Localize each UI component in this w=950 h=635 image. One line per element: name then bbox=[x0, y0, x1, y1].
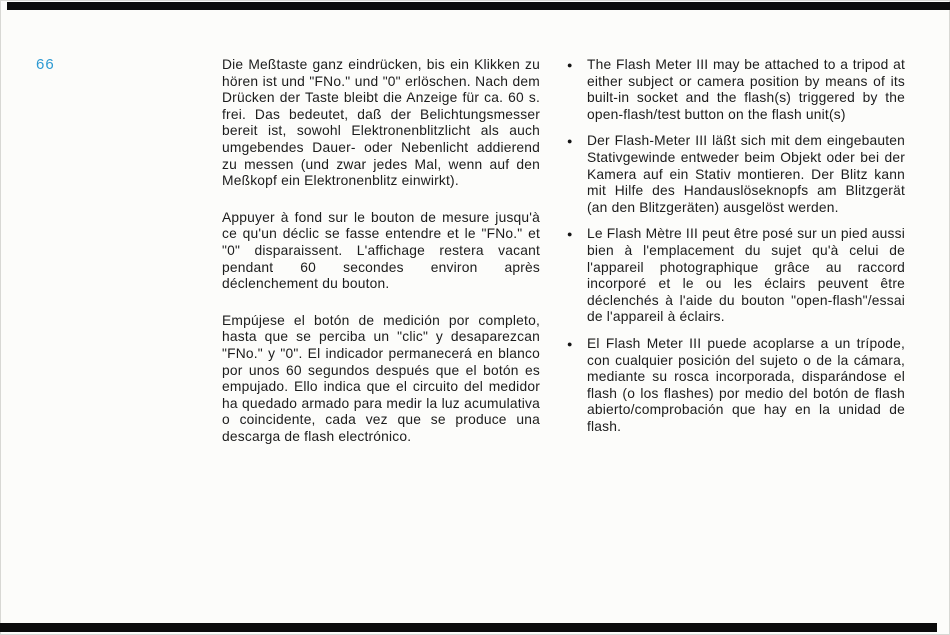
bullet-text-french: Le Flash Mètre III peut être posé sur un pied aussi bien à l'emplacement du sujet qu'à celui de l'appareil photographique grâce au raccord incorporé et le ou les éclairs peuvent être déclenchés à l'aide du bouton "open-flash"/essai de l'appareil à éclairs. bbox=[587, 226, 905, 325]
bullet-icon: ● bbox=[567, 60, 573, 70]
bullet-icon: ● bbox=[567, 136, 573, 147]
paragraph-german: Die Meßtaste ganz eindrücken, bis ein Klikken zu hören ist und "FNo." und "0" erlöschen. Nach dem Drücken der Taste bleibt die Anzeige für ca. 60 s. frei. Das bedeutet, daß der Belichtungsmesser bereit ist, sowohl Elektronenblitzlicht als auch umgebendes Dauer- oder Nebenlicht addierend zu messen (und zwar jedes Mal, wenn auf den Meßkopf ein Elektronenblitz einwirkt). bbox=[222, 57, 540, 189]
bullet-icon: ● bbox=[567, 229, 573, 240]
top-border-bar bbox=[7, 2, 950, 10]
bullet-item-french bbox=[563, 226, 905, 326]
bullet-text-english: The Flash Meter III may be attached to a tripod at either subject or camera position by means of its built-in socket and the flash(s) triggered by the open-flash/test button on the flash unit(s) bbox=[587, 57, 905, 122]
left-column bbox=[222, 57, 540, 465]
right-column bbox=[563, 57, 905, 445]
paragraph-french: Appuyer à fond sur le bouton de mesure jusqu'à ce qu'un déclic se fasse entendre et le "FNo." et "0" disparaissent. L'affichage restera vacant pendant 60 secondes environ après déclenchement du bouton. bbox=[222, 209, 540, 292]
bullet-text-german: Der Flash-Meter III läßt sich mit dem eingebauten Stativgewinde entweder beim Objekt oder bei der Kamera auf ein Stativ montieren. Der Blitz kann mit Hilfe des Handauslöseknopfs am Blitzgerät (an den Blitzgeräten) ausgelöst werden. bbox=[587, 133, 905, 215]
bullet-item-spanish bbox=[563, 336, 905, 436]
bullet-icon: ● bbox=[567, 338, 573, 349]
page-number: 66 bbox=[36, 56, 55, 73]
bullet-item-german bbox=[563, 133, 905, 216]
bottom-border-bar bbox=[0, 623, 937, 632]
paragraph-spanish: Empújese el botón de medición por completo, hasta que se perciba un "clic" y desaparezcan "FNo." y "0". El indicador permanecerá en blanco por unos 60 segundos después que el botón es empujado. Ello indica que el circuito del medidor ha quedado armado para medir la luz acumulativa o coincidente, cada vez que se produce una descarga de flash electrónico. bbox=[222, 312, 540, 444]
bullet-item-english bbox=[563, 57, 905, 123]
bullet-text-spanish: El Flash Meter III puede acoplarse a un trípode, con cualquier posición del sujeto o de la cámara, mediante su rosca incorporada, disparándose el flash (o los flashes) por medio del botón de flash abierto/comprobación que hay en la unidad de flash. bbox=[587, 335, 905, 434]
